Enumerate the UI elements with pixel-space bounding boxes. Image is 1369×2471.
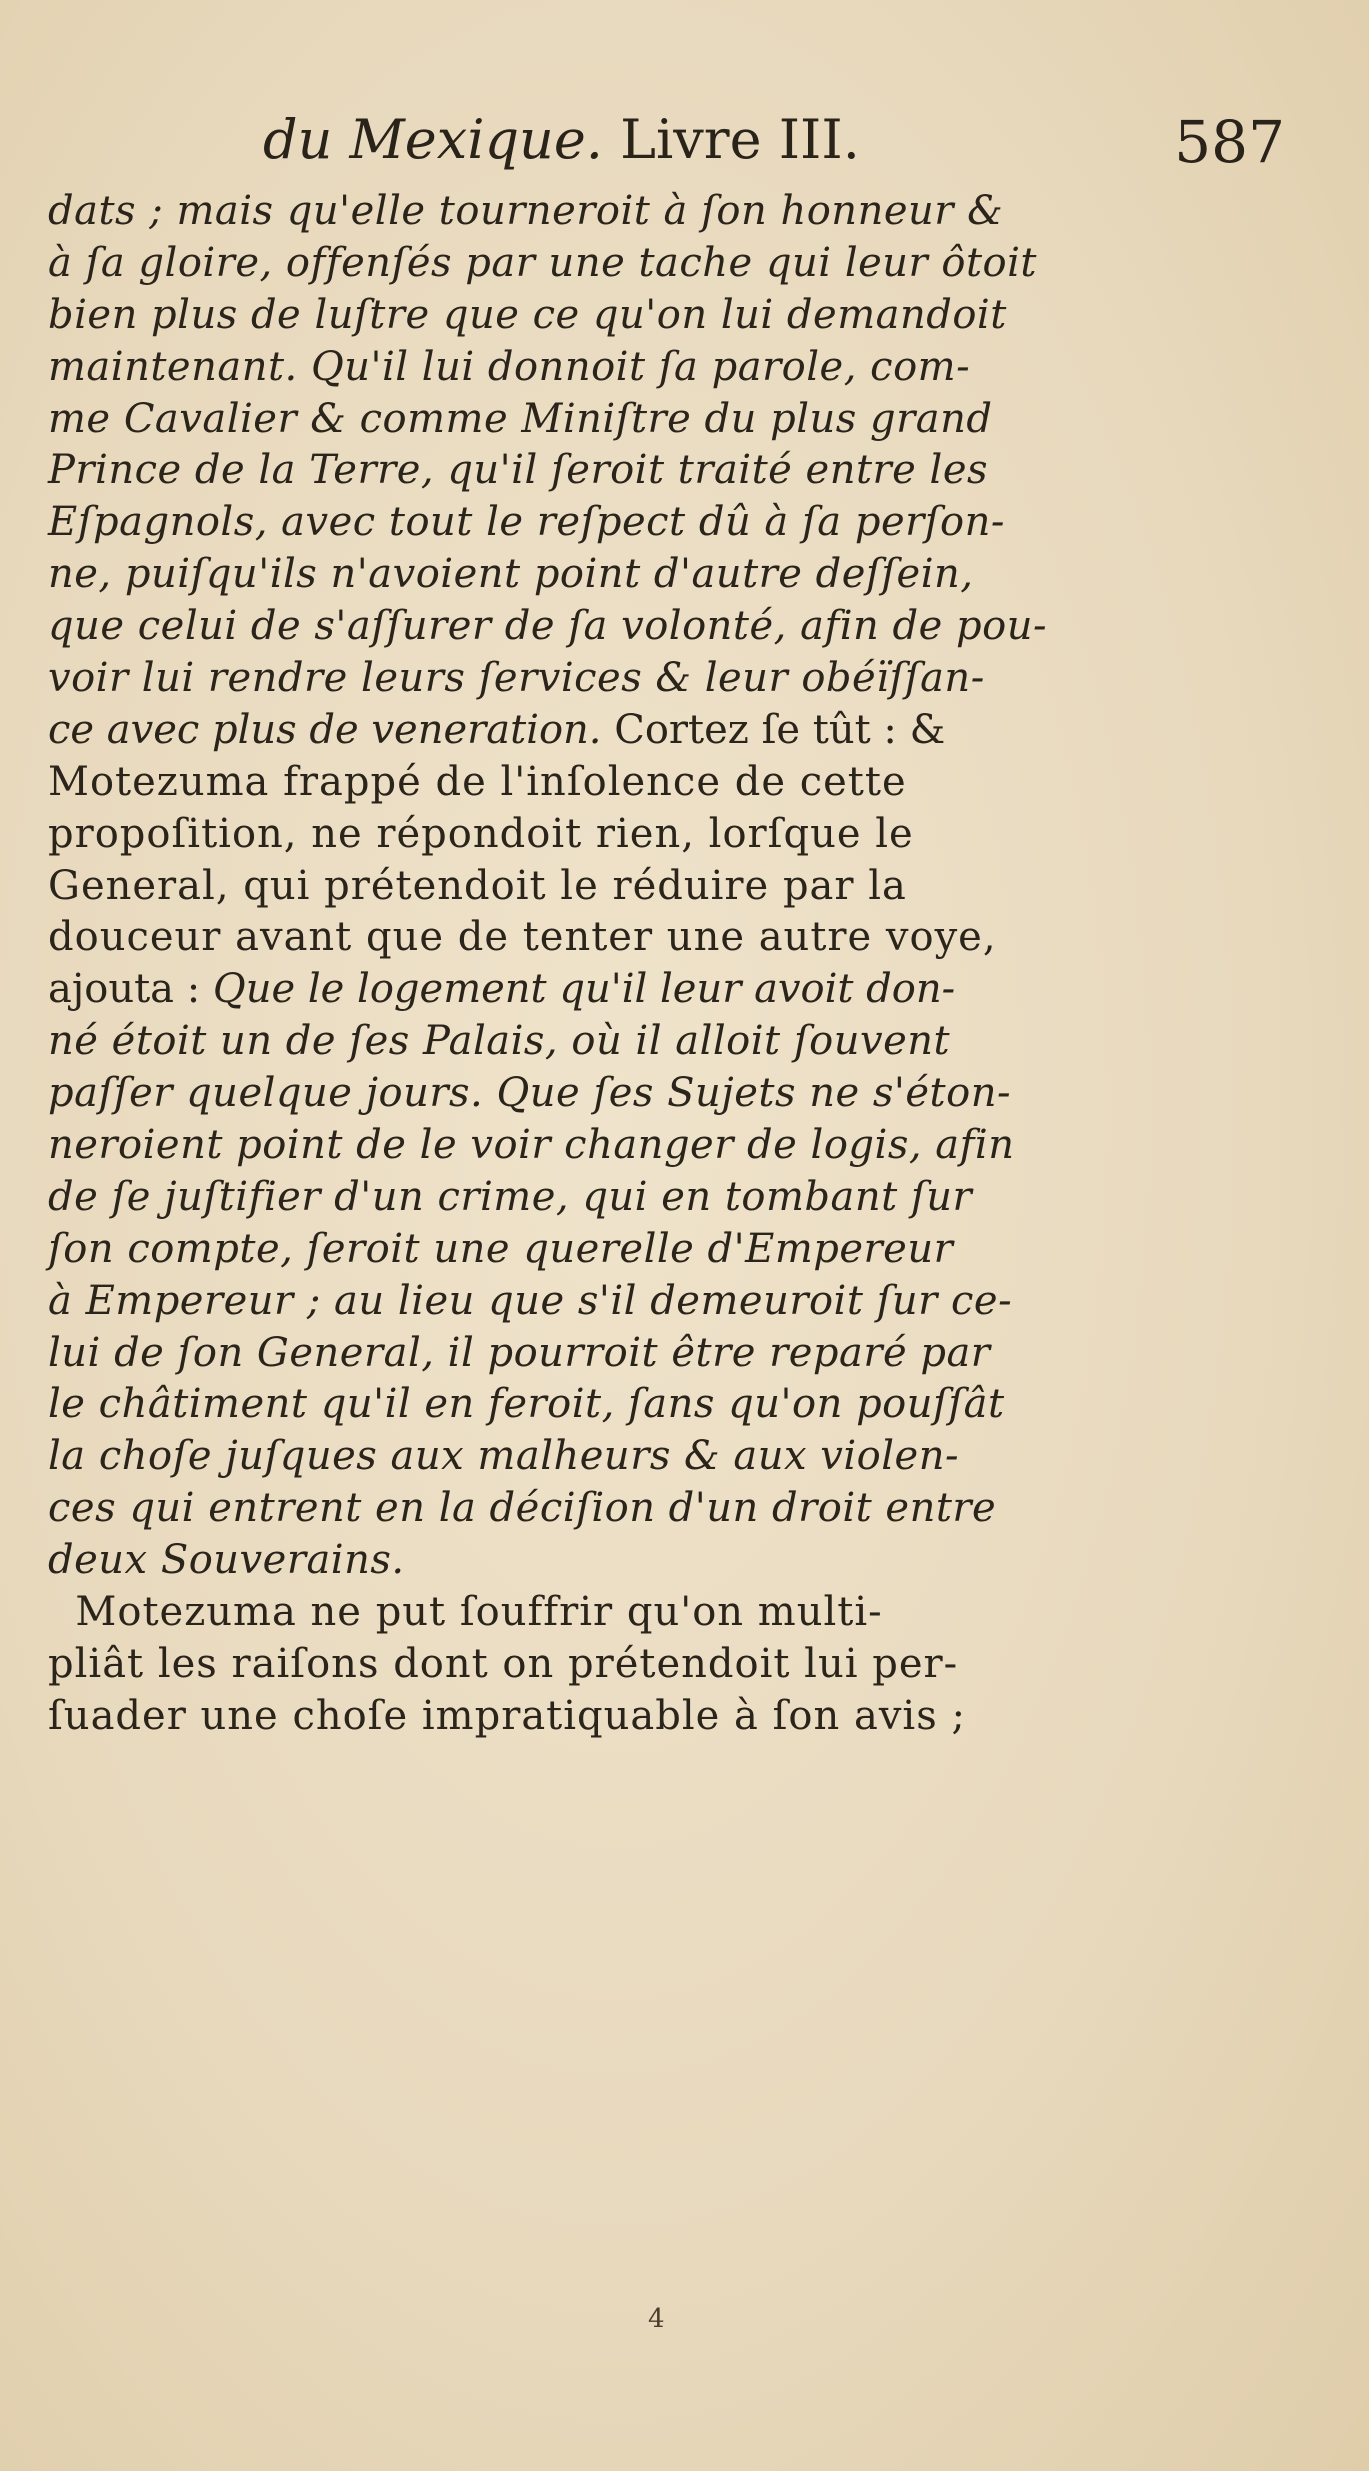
text-line: la choſe juſques aux malheurs & aux violen- (48, 1433, 959, 1480)
text-line: ſuader une choſe impratiquable à ſon avis ; (48, 1692, 966, 1739)
text-line: lui de ſon General, il pourroit être reparé par (48, 1329, 991, 1376)
text-line: maintenant. Qu'il lui donnoit ſa parole, com- (48, 343, 971, 390)
text-line (48, 705, 1128, 757)
text-line: Motezuma frappé de l'inſolence de cette (48, 758, 907, 805)
text-line: douceur avant que de tenter une autre voye, (48, 914, 997, 961)
text-line: voir lui rendre leurs ſervices & leur obéïſſan- (48, 655, 985, 702)
text-line: General, qui prétendoit le réduire par la (48, 862, 907, 909)
text-line: Eſpagnols, avec tout le reſpect dû à ſa perſon- (48, 499, 1005, 546)
running-head-roman: Livre III. (620, 108, 860, 171)
running-head-italic: du Mexique. (263, 108, 603, 171)
running-head (263, 108, 860, 171)
page-number: 587 (1174, 108, 1285, 176)
text-line: pliât les raiſons dont on prétendoit lui per- (48, 1640, 959, 1687)
page-header (255, 108, 1285, 198)
text-line: à Empereur ; au lieu que s'il demeuroit ſur ce- (48, 1277, 1013, 1324)
body-text (48, 186, 1128, 1743)
text-line: de ſe juſtifier d'un crime, qui en tombant ſur (48, 1173, 973, 1220)
text-line: le châtiment qu'il en feroit, ſans qu'on pouſſât (48, 1381, 1005, 1428)
text-line (48, 964, 1128, 1016)
text-line: propoſition, ne répondoit rien, lorſque le (48, 810, 914, 857)
text-span-roman: Cortez ſe tût : & (601, 706, 946, 753)
text-line: que celui de s'aſſurer de ſa volonté, afin de pou- (48, 603, 1047, 650)
text-line: ſon compte, ſeroit une querelle d'Empereur (48, 1225, 954, 1272)
text-line: dats ; mais qu'elle tourneroit à ſon honneur & (48, 188, 1004, 234)
text-line: me Cavalier & comme Miniſtre du plus grand (48, 395, 993, 442)
text-line: né étoit un de ſes Palais, où il alloit ſouvent (48, 1018, 951, 1065)
text-line: bien plus de luſtre que ce qu'on lui demandoit (48, 291, 1007, 338)
text-span-italic: Que le logement qu'il leur avoit don- (212, 966, 956, 1013)
signature-mark: 4 (648, 2304, 665, 2334)
text-line: Prince de la Terre, qu'il ſeroit traité entre les (48, 447, 989, 494)
text-span-italic: ce avec plus de veneration. (48, 706, 602, 753)
text-line: ne, puiſqu'ils n'avoient point d'autre deſſein, (48, 551, 974, 598)
text-span-roman: ajouta : (48, 966, 213, 1013)
text-line: Motezuma ne put ſouffrir qu'on multi- (48, 1589, 883, 1636)
text-line: ces qui entrent en la déciſion d'un droit entre (48, 1485, 997, 1532)
text-line: neroient point de le voir changer de logis, afin (48, 1122, 1015, 1169)
text-line: à ſa gloire, offenſés par une tache qui leur ôtoit (48, 239, 1037, 286)
text-line: paſſer quelque jours. Que ſes Sujets ne s'éton- (48, 1070, 1011, 1117)
text-line: deux Souverains. (48, 1537, 405, 1584)
